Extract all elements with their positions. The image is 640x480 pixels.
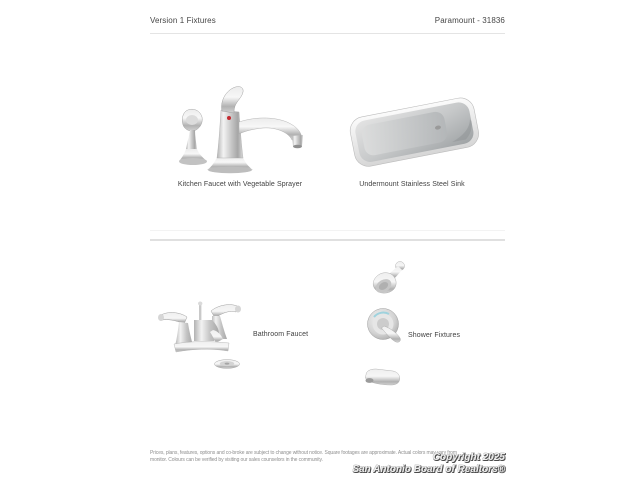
disclaimer-line-1: Prices, plans, features, options and co-broke are subject to change without notice. Square footages are approximate. Actual colors may vary from [150, 450, 457, 456]
footer-disclaimer [150, 450, 470, 463]
section-divider-faint [150, 230, 505, 231]
bathroom-faucet-image [150, 285, 260, 385]
community-id: Paramount - 31836 [434, 16, 505, 25]
section-divider [150, 239, 505, 241]
header-divider [150, 33, 505, 34]
copyright-watermark-year: Copyright 2025 [432, 452, 505, 463]
sink-caption: Undermount Stainless Steel Sink [359, 181, 465, 188]
shower-fixtures-image [355, 258, 415, 403]
kitchen-faucet-caption: Kitchen Faucet with Vegetable Sprayer [177, 181, 303, 188]
sink-image [345, 85, 485, 175]
page-title: Version 1 Fixtures [150, 16, 216, 25]
bathroom-faucet-label: Bathroom Faucet [253, 331, 309, 338]
shower-fixtures-label: Shower Fixtures [408, 332, 461, 339]
header [150, 16, 505, 25]
disclaimer-line-2: monitor. Colours can be verified by visiting our sales counselors in the community. [150, 456, 323, 463]
kitchen-faucet-image [165, 80, 315, 180]
copyright-watermark-org: San Antonio Board of Realtors® [352, 464, 505, 475]
